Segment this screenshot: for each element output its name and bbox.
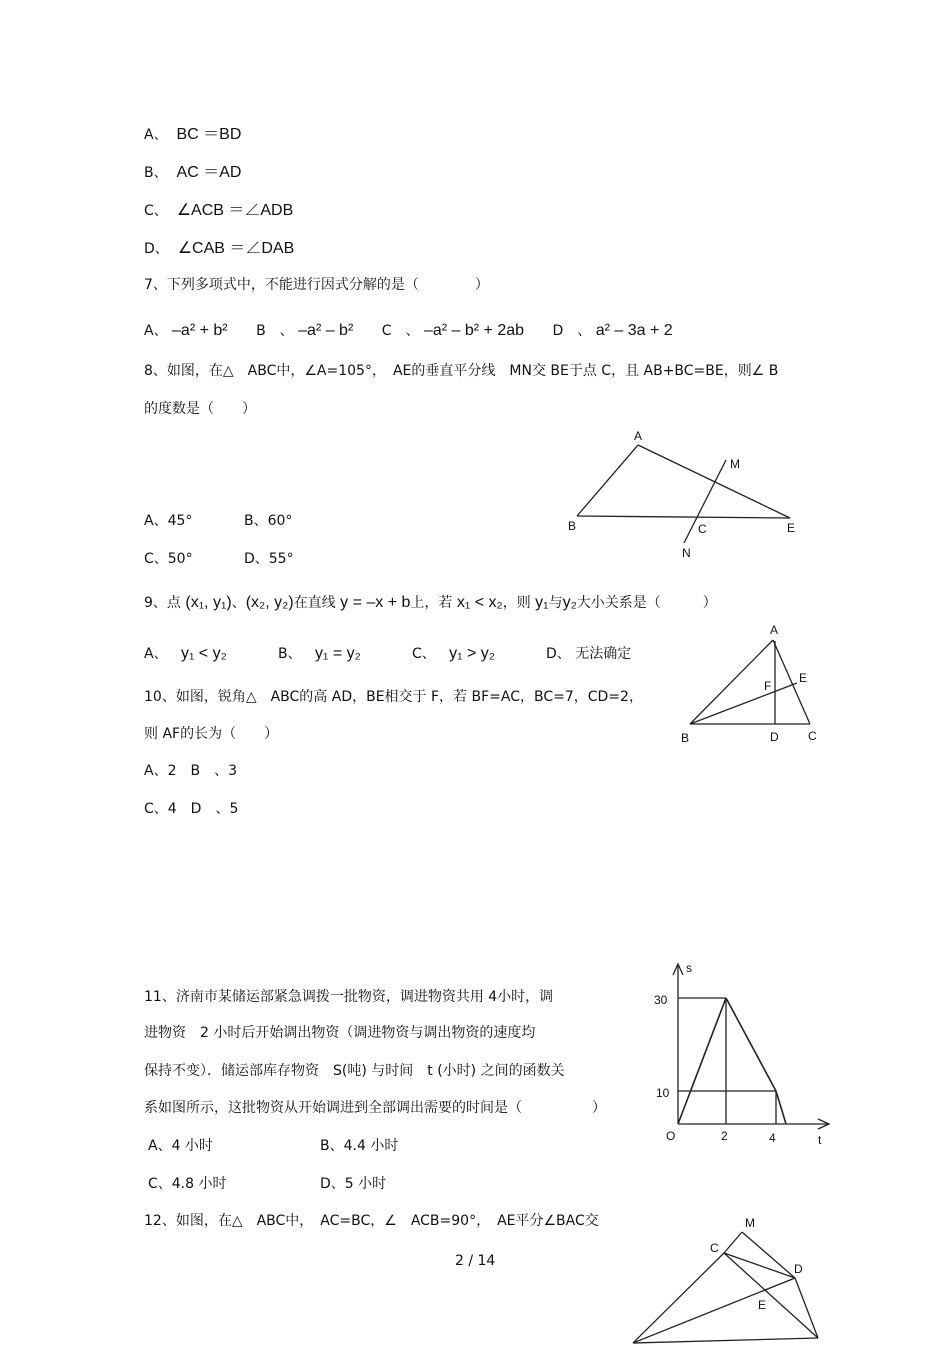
q6-c-expr: ∠ACB ＝∠ADB — [176, 202, 294, 219]
q8-option-a: A、45° — [144, 513, 193, 529]
q11-label-30: 30 — [654, 993, 668, 1007]
q9-b-expr: y₁ = y₂ — [314, 645, 361, 662]
q9-c-expr: y₁ > y₂ — [449, 645, 495, 662]
q8-label-b: B — [568, 519, 577, 533]
q9-and: 与 — [548, 595, 563, 611]
q10-stem-line2: 则 AF的长为（ ） — [144, 726, 279, 742]
q9-sep: 、 — [231, 595, 246, 611]
q8-option-d: D、55° — [244, 551, 294, 567]
q10-options-ab: A、2 B 、3 — [144, 763, 237, 779]
q12-segment-cd — [724, 1253, 795, 1278]
q9-line-eq: y = –x + b — [340, 594, 411, 611]
q11-stem-line2: 进物资 2 小时后开始调出物资（调进物资与调出物资的速度均 — [144, 1025, 536, 1041]
q7-d-expr: a² – 3a + 2 — [595, 322, 673, 339]
q8-label-m: M — [730, 457, 740, 471]
q6-a-label: A、 — [144, 127, 168, 143]
q7-a-label: A、 — [144, 323, 168, 339]
q6-d-expr: ∠CAB ＝∠DAB — [177, 240, 295, 257]
q11-stem-line4: 系如图所示，这批物资从开始调进到全部调出需要的时间是（ ） — [144, 1100, 606, 1116]
q8-option-b: B、60° — [244, 513, 293, 529]
q12-segment-ad — [633, 1278, 795, 1343]
q7-c-expr: –a² – b² + 2ab — [423, 322, 525, 339]
q6-a-expr: BC ＝BD — [176, 126, 242, 143]
q7-a-expr: –a² + b² — [172, 322, 228, 339]
q8-label-a: A — [634, 429, 643, 443]
q12-segment-db — [795, 1278, 818, 1338]
q9-point-1: (x₁, y₁) — [185, 594, 232, 611]
q12-side-ab — [633, 1338, 818, 1343]
q9-a-expr: y₁ < y₂ — [180, 645, 227, 662]
q9-tail-pre: ，则 — [502, 595, 531, 611]
q12-label-d: D — [794, 1262, 803, 1276]
q8-label-e: E — [787, 521, 796, 535]
q10-options-cd: C、4 D 、5 — [144, 801, 239, 817]
q7-b-expr: –a² – b² — [298, 322, 354, 339]
q9-y2: y₂ — [562, 594, 577, 611]
q6-b-label: B、 — [144, 165, 168, 181]
q12-segment-cm — [724, 1232, 742, 1253]
q12-label-e: E — [758, 1298, 767, 1312]
q6-c-label: C、 — [144, 203, 168, 219]
q10-label-f: F — [764, 679, 772, 693]
q12-side-cb — [724, 1253, 818, 1338]
q11-label-x4: 4 — [769, 1131, 776, 1145]
q8-label-c: C — [698, 522, 707, 536]
q6-d-label: D、 — [144, 241, 169, 257]
q11-option-a: A、4 小时 — [148, 1138, 213, 1154]
q10-stem-line1: 10、如图，锐角△ ABC的高 AD，BE相交于 F，若 BF=AC，BC=7，CD=2， — [144, 689, 643, 705]
q11-option-b: B、4.4 小时 — [320, 1138, 399, 1154]
q10-label-d: D — [770, 730, 779, 744]
q9-a-label: A、 — [144, 646, 168, 662]
q12-side-ac — [633, 1253, 724, 1343]
q9-b-label: B、 — [278, 646, 302, 662]
q9-point-2: (x₂, y₂) — [245, 594, 294, 611]
q10-label-c: C — [808, 729, 817, 743]
q12-segment-md — [742, 1232, 795, 1278]
q7-c-label: C 、 — [381, 323, 420, 339]
q7-b-label: B 、 — [256, 323, 294, 339]
q9-d-label: D、 — [546, 646, 571, 662]
q9-mid: 在直线 — [293, 595, 336, 611]
q8-label-n: N — [682, 546, 691, 560]
q8-option-c: C、50° — [144, 551, 193, 567]
q9-cond-pre: 上，若 — [410, 595, 453, 611]
q11-stem-line1: 11、济南市某储运部紧急调拨一批物资，调进物资共用 4小时，调 — [144, 989, 554, 1005]
q11-label-x2: 2 — [721, 1129, 728, 1143]
q7-stem: 7、下列多项式中，不能进行因式分解的是（ ） — [144, 277, 489, 293]
q6-b-expr: AC ＝AD — [176, 164, 242, 181]
q9-y1: y₁ — [535, 594, 549, 611]
q12-label-c: C — [710, 1241, 719, 1255]
q11-option-d: D、5 小时 — [320, 1176, 387, 1192]
q9-prefix: 9、点 — [144, 595, 181, 611]
q8-stem-line1: 8、如图，在△ ABC中，∠A=105°， AE的垂直平分线 MN交 BE于点 C，且 AB+BC=BE，则∠ B — [144, 363, 779, 379]
q9-cond: x₁ < x₂ — [456, 594, 503, 611]
q11-label-10: 10 — [656, 1086, 670, 1100]
q9-tail: 大小关系是（ ） — [576, 595, 717, 611]
q8-stem-line2: 的度数是（ ） — [144, 401, 256, 417]
q12-stem: 12、如图，在△ ABC中， AC=BC，∠ ACB=90°， AE平分∠BAC交 — [144, 1213, 599, 1229]
page-number: 2 / 14 — [455, 1253, 496, 1269]
q10-label-a: A — [770, 623, 779, 637]
q11-label-t: t — [818, 1133, 822, 1147]
q11-label-o: O — [666, 1129, 676, 1143]
q9-d-text: 无法确定 — [575, 646, 632, 662]
q11-option-c: C、4.8 小时 — [148, 1176, 227, 1192]
q12-label-m: M — [745, 1216, 755, 1230]
q11-label-s: s — [686, 961, 692, 975]
q7-d-label: D 、 — [552, 323, 592, 339]
q11-stem-line3: 保持不变）．储运部库存物资 S(吨) 与时间 t (小时) 之间的函数关 — [144, 1063, 565, 1079]
q9-c-label: C、 — [412, 646, 436, 662]
q10-label-e: E — [799, 671, 808, 685]
q10-label-b: B — [681, 731, 690, 745]
